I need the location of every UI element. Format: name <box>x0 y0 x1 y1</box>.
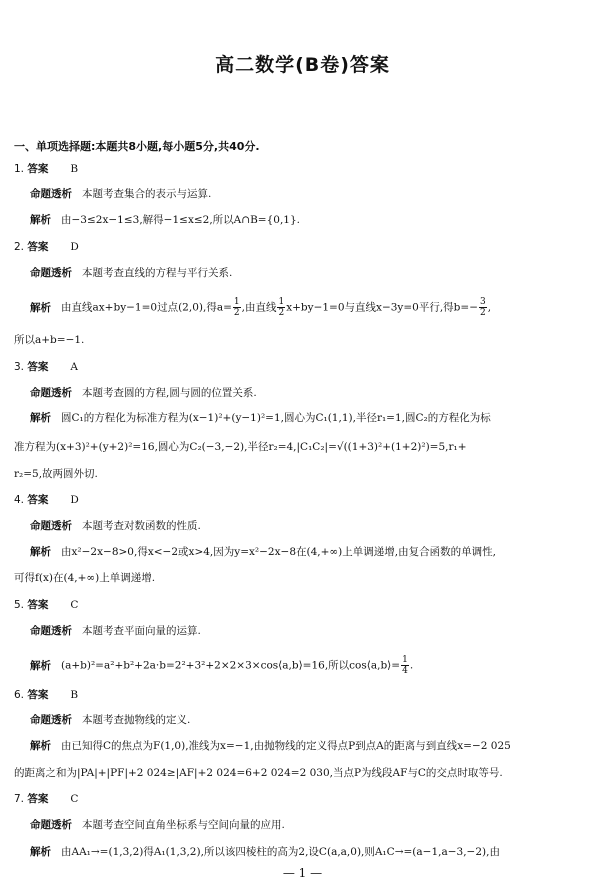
question-3-answer: 3. 答案 A <box>14 361 78 373</box>
question-2-analysis: 解析 由直线ax+by−1=0过点(2,0),得a= $\frac{1}{2}$ ,由直线 $\frac{1}{2}$ x+by−1=0与直线x−3y=0平行,得b=− $\frac{3}{2}$ , <box>30 297 492 318</box>
question-2-insight: 命题透析 本题考查直线的方程与平行关系. <box>30 267 233 279</box>
question-7-insight: 命题透析 本题考查空间直角坐标系与空间向量的应用. <box>30 819 285 831</box>
question-6-insight: 命题透析 本题考查抛物线的定义. <box>30 714 191 726</box>
question-1-analysis: 解析 由−3≤2x−1≤3,解得−1≤x≤2,所以A∩B={0,1}. <box>30 214 300 226</box>
question-5-answer: 5. 答案 C <box>14 599 79 611</box>
question-6-analysis: 解析 由已知得C的焦点为F(1,0),准线为x=−1,由抛物线的定义得点P到点A的距离与到直线x=−2 025 <box>30 740 511 752</box>
page-title: 高二数学(B卷)答案 <box>215 54 390 76</box>
question-3-analysis-cont-2: r₂=5,故两圆外切. <box>14 468 98 480</box>
question-1-insight: 命题透析 本题考查集合的表示与运算. <box>30 188 212 200</box>
section-heading: 一、单项选择题:本题共8小题,每小题5分,共40分. <box>14 140 260 153</box>
page-number: — 1 — <box>282 866 323 880</box>
question-7-answer: 7. 答案 C <box>14 793 79 805</box>
question-4-analysis: 解析 由x²−2x−8>0,得x<−2或x>4,因为y=x²−2x−8在(4,+∞)上单调递增,由复合函数的单调性, <box>30 546 496 558</box>
question-3-analysis: 解析 圆C₁的方程化为标准方程为(x−1)²+(y−1)²=1,圆心为C₁(1,1),半径r₁=1,圆C₂的方程化为标 <box>30 412 491 424</box>
question-2-answer: 2. 答案 D <box>14 241 79 253</box>
question-6-analysis-cont: 的距离之和为|PA|+|PF|+2 024≥|AF|+2 024=6+2 024=2 030,当点P为线段AF与C的交点时取等号. <box>14 767 503 779</box>
question-4-insight: 命题透析 本题考查对数函数的性质. <box>30 520 201 532</box>
question-5-insight: 命题透析 本题考查平面向量的运算. <box>30 625 201 637</box>
question-2-analysis-cont: 所以a+b=−1. <box>14 334 85 346</box>
question-3-analysis-cont-1: 准方程为(x+3)²+(y+2)²=16,圆心为C₂(−3,−2),半径r₂=4,|C₁C₂|=√((1+3)²+(1+2)²)=5,r₁+ <box>14 441 467 453</box>
question-3-insight: 命题透析 本题考查圆的方程,圆与圆的位置关系. <box>30 387 257 399</box>
question-1-answer: 1. 答案 B <box>14 163 79 175</box>
question-7-analysis: 解析 由AA₁→=(1,3,2)得A₁(1,3,2),所以该四棱柱的高为2,设C(a,a,0),则A₁C→=(a−1,a−3,−2),由 <box>30 846 500 858</box>
question-5-analysis: 解析 (a+b)²=a²+b²+2a·b=2²+3²+2×2×3×cos⟨a,b⟩=16,所以cos⟨a,b⟩= $\frac{1}{4}$ . <box>30 655 414 676</box>
question-4-analysis-cont: 可得f(x)在(4,+∞)上单调递增. <box>14 572 156 584</box>
question-4-answer: 4. 答案 D <box>14 494 79 506</box>
question-6-answer: 6. 答案 B <box>14 689 79 701</box>
